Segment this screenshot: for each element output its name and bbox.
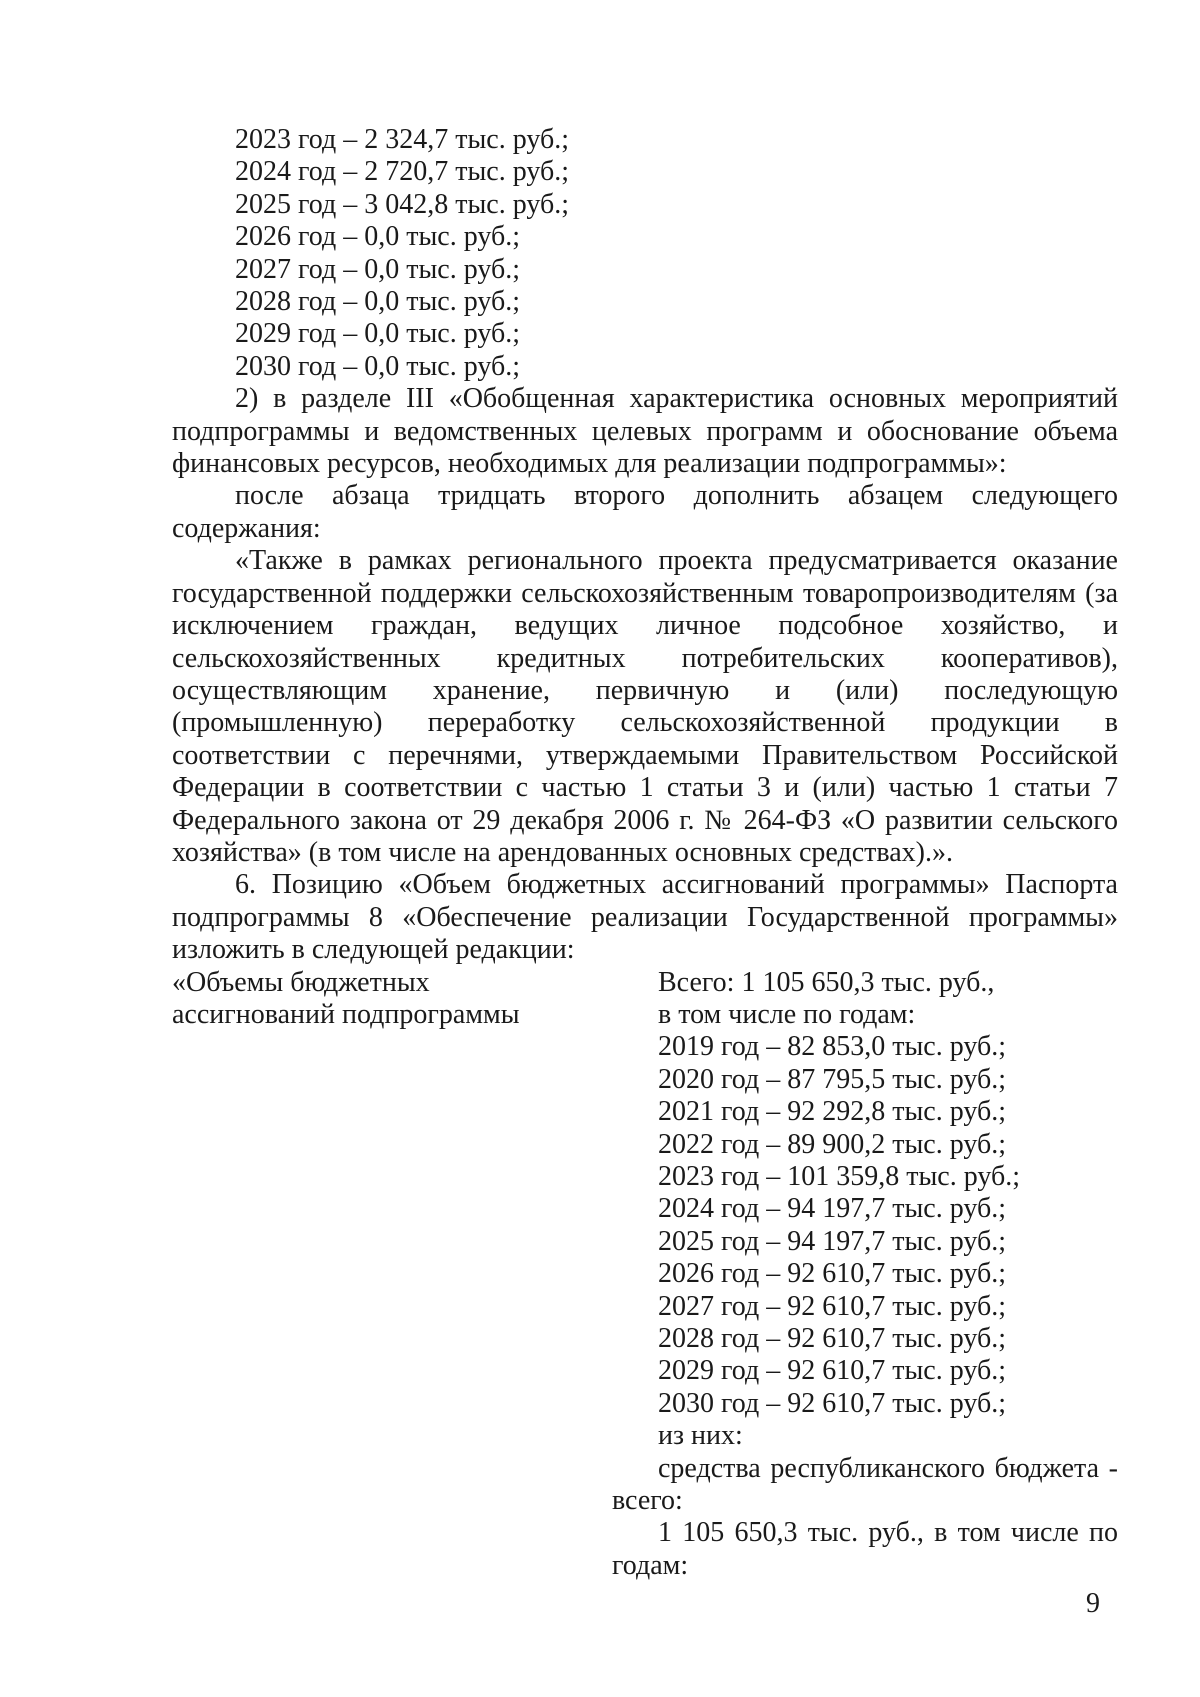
budget-by-years-label: в том числе по годам: bbox=[658, 998, 916, 1030]
budget-year-line: 2025 год – 94 197,7 тыс. руб.; bbox=[658, 1225, 1006, 1257]
year-line: 2024 год – 2 720,7 тыс. руб.; bbox=[235, 156, 569, 188]
budget-of-them: из них: bbox=[658, 1420, 743, 1452]
budget-year-line: 2027 год – 92 610,7 тыс. руб.; bbox=[658, 1290, 1006, 1322]
year-line: 2025 год – 3 042,8 тыс. руб.; bbox=[235, 188, 569, 220]
budget-year-line: 2029 год – 92 610,7 тыс. руб.; bbox=[658, 1355, 1006, 1387]
budget-year-line: 2023 год – 101 359,8 тыс. руб.; bbox=[658, 1161, 1020, 1192]
budget-year-line: 2030 год – 92 610,7 тыс. руб.; bbox=[658, 1387, 1006, 1419]
budget-year-line: 2020 год – 87 795,5 тыс. руб.; bbox=[658, 1063, 1006, 1095]
paragraph-section-3: 2) в разделе III «Обобщенная характеристика основных мероприятий подпрограммы и ведомственных целевых программ и обоснование объема финансовых ресурсов, необходимых для реализации подпрограммы»: bbox=[172, 383, 1118, 480]
year-line: 2028 год – 0,0 тыс. руб.; bbox=[235, 286, 520, 318]
document-body bbox=[172, 124, 1118, 1582]
republic-budget-label: средства республиканского бюджета - всего: bbox=[612, 1452, 1118, 1517]
year-line: 2023 год – 2 324,7 тыс. руб.; bbox=[235, 124, 569, 155]
year-line: 2030 год – 0,0 тыс. руб.; bbox=[235, 350, 520, 382]
budget-year-line: 2022 год – 89 900,2 тыс. руб.; bbox=[658, 1128, 1006, 1160]
budget-year-line: 2019 год – 82 853,0 тыс. руб.; bbox=[658, 1031, 1006, 1063]
year-line: 2029 год – 0,0 тыс. руб.; bbox=[235, 318, 520, 350]
paragraph-item-6: 6. Позицию «Объем бюджетных ассигнований программы» Паспорта подпрограммы 8 «Обеспечение реализации Государственной программы» изложить в следующей редакции: bbox=[172, 869, 1118, 966]
budget-year-line: 2021 год – 92 292,8 тыс. руб.; bbox=[658, 1096, 1006, 1128]
budget-label-column bbox=[172, 967, 612, 1583]
budget-label-line: «Объемы бюджетных bbox=[172, 966, 430, 998]
budget-year-line: 2024 год – 94 197,7 тыс. руб.; bbox=[658, 1193, 1006, 1225]
budget-total: Всего: 1 105 650,3 тыс. руб., bbox=[658, 966, 995, 998]
budget-values-column bbox=[612, 967, 1118, 1583]
page-number: 9 bbox=[1086, 1588, 1100, 1619]
budget-label-line: ассигнований подпрограммы bbox=[172, 998, 520, 1030]
budget-year-line: 2026 год – 92 610,7 тыс. руб.; bbox=[658, 1258, 1006, 1290]
paragraph-quote: «Также в рамках регионального проекта предусматривается оказание государственной поддержки сельскохозяйственным товаропроизводителям (за исключением граждан, ведущих личное подсобное хозяйство, и сельскохозяйственных кредитных потребительских кооперативов), осуществляющим хранение, первичную и (или) последующую (промышленную) переработку сельскохозяйственной продукции в соответствии с перечнями, утверждаемыми Правительством Российской Федерации в соответствии с частью 1 статьи 3 и (или) частью 1 статьи 7 Федерального закона от 29 декабря 2006 г. № 264-ФЗ «О развитии сельского хозяйства» (в том числе на арендованных основных средствах).». bbox=[172, 545, 1118, 868]
budget-table bbox=[172, 967, 1118, 1583]
republic-budget-total: 1 105 650,3 тыс. руб., в том числе по годам: bbox=[612, 1517, 1118, 1581]
year-line: 2026 год – 0,0 тыс. руб.; bbox=[235, 221, 520, 253]
paragraph-after-abzac: после абзаца тридцать второго дополнить абзацем следующего содержания: bbox=[172, 480, 1118, 544]
budget-year-line: 2028 год – 92 610,7 тыс. руб.; bbox=[658, 1323, 1006, 1355]
year-line: 2027 год – 0,0 тыс. руб.; bbox=[235, 253, 520, 285]
top-years-list bbox=[172, 124, 1118, 383]
